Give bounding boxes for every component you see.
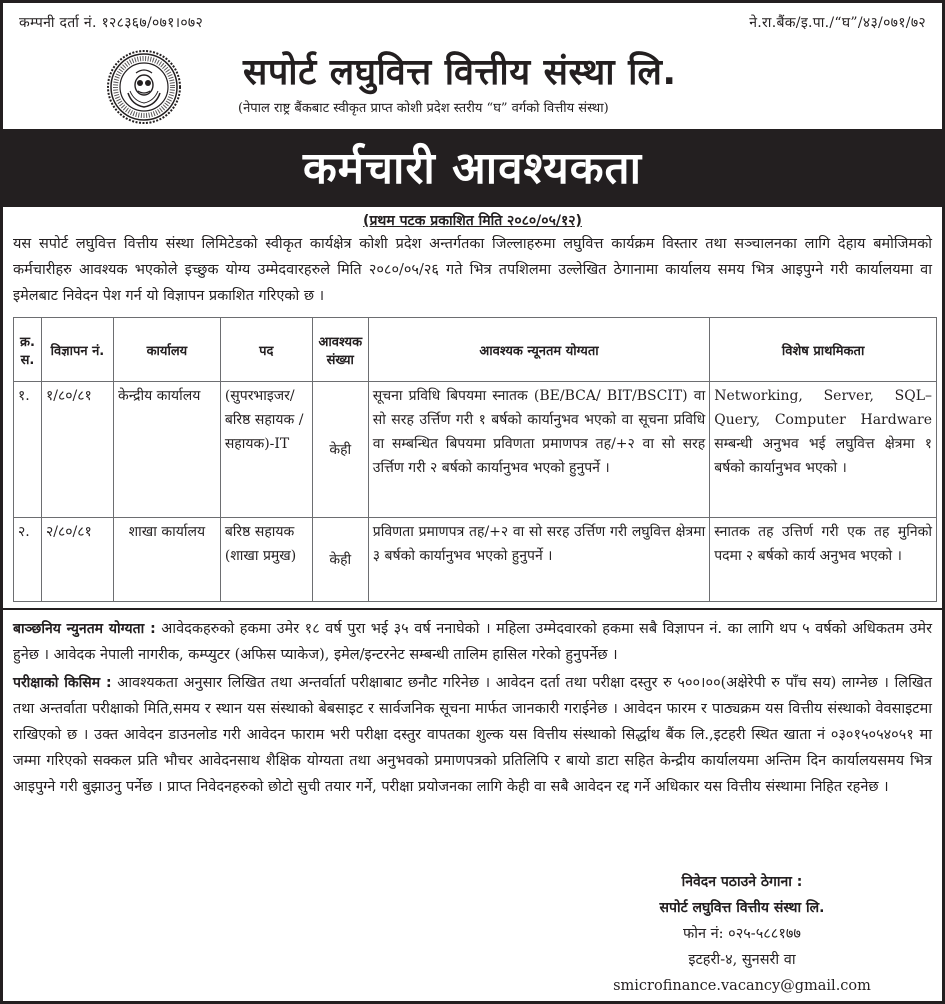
col-header-minimum-qualification: आवश्यक न्यूनतम योग्यता (368, 318, 709, 382)
table-row (14, 518, 937, 602)
contact-address: इटहरी-४, सुनसरी वा (688, 952, 796, 968)
col-header-required-count: आवश्यक संख्या (312, 318, 368, 382)
col-header-position: पद (220, 318, 312, 382)
cell-preference: Networking, Server, SQL–Query, Computer Hardware सम्बन्धी अनुभव भई लघुवित्त क्षेत्रमा १ बर्षको कार्यानुभव भएको । (710, 382, 937, 518)
application-address (592, 869, 892, 999)
contact-heading: निवेदन पठाउने ठेगाना : (681, 874, 803, 890)
col-header-office: कार्यालय (113, 318, 220, 382)
institution-seal-icon (106, 49, 182, 125)
cell-office: शाखा कार्यालय (113, 518, 220, 602)
cell-position: (सुपरभाइजर/ बरिष्ठ सहायक /सहायक)-IT (220, 382, 312, 518)
contact-organization: सपोर्ट लघुवित्त वित्तीय संस्था लि. (659, 900, 825, 916)
desired-qualification-section (3, 610, 942, 668)
license-number: ने.रा.बैंक/इ.पा./“घ”/४३/०७१/७२ (749, 15, 926, 31)
cell-required-count: केही (312, 518, 368, 602)
desired-qualification-text: आवेदकहरुको हकमा उमेर १८ वर्ष पुरा भई ३५ वर्ष ननाघेको । महिला उम्मेदवारको हकमा सबै विज्ञापन नं. का लागि थप ५ वर्षको अधिकतम उमेर हुनेछ । आवेदक नेपाली नागरीक, कम्प्युटर (अफिस प्याकेज), इमेल/इन्टरनेट सम्बन्धी तालिम हासिल गरेको हुनुपर्नेछ । (13, 621, 933, 663)
cell-qualification: सूचना प्रविधि बिपयमा स्नातक (BE/BCA/ BIT/BSCIT) वा सो सरह उर्त्तिण गरी १ बर्षको कार्यानुभव भएको वा सूचना प्रविधि वा सम्बन्धित बिपयमा प्रविणता प्रमाणपत्र तह/+२ वा सो सरह उर्त्तिण गरी २ बर्षको कार्यानुभव भएको हुनुपर्ने । (368, 382, 709, 518)
cell-preference: स्नातक तह उत्तिर्ण गरी एक तह मुनिको पदमा २ बर्षको कार्य अनुभव भएको । (710, 518, 937, 602)
col-header-serial: क्र. स. (14, 318, 42, 382)
desired-qualification-label: बाञ्छनिय न्युनतम योग्यता : (13, 621, 156, 637)
cell-position: बरिष्ठ सहायक (शाखा प्रमुख) (220, 518, 312, 602)
organization-name: सपोर्ट लघुवित्त वित्तीय संस्था लि. (243, 52, 677, 93)
cell-serial: २. (14, 518, 42, 602)
table-row (14, 382, 937, 518)
intro-paragraph: यस सपोर्ट लघुवित्त वित्तीय संस्था लिमिटेडको स्वीकृत कार्यक्षेत्र कोशी प्रदेश अन्तर्गतका जिल्लाहरुमा लघुवित्त कार्यक्रम विस्तार तथा सञ्चालनका लागि देहाय बमोजिमको कर्मचारीहरु आवश्यक भएकोले इच्छुक योग्य उम्मेदवारहरुले मिति २०८०/०५/२६ गते भित्र तपशिलमा उल्लेखित ठेगानामा कार्यालय समय भित्र आइपुग्ने गरी कार्यालयमा वा इमेलबाट निवेदन पेश गर्न यो विज्ञापन प्रकाशित गरिएको छ । (13, 236, 933, 304)
notice-header (3, 3, 942, 131)
cell-qualification: प्रविणता प्रमाणपत्र तह/+२ वा सो सरह उर्त्तिण गरी लघुवित्त क्षेत्रमा ३ बर्षको कार्यानुभव भएको हुनुपर्ने । (368, 518, 709, 602)
vacancy-banner: कर्मचारी आवश्यकता (3, 131, 942, 207)
table-header-row (14, 318, 937, 382)
col-header-special-preference: विशेष प्राथमिकता (710, 318, 937, 382)
vacancy-table (13, 317, 937, 602)
exam-type-section (3, 668, 942, 800)
exam-type-label: परीक्षाको किसिम : (13, 675, 112, 691)
cell-required-count: केही (312, 382, 368, 518)
cell-ad-number: १/८०/८१ (41, 382, 113, 518)
publication-date (3, 211, 942, 231)
cell-office: केन्द्रीय कार्यालय (113, 382, 220, 518)
contact-email[interactable]: smicrofinance.vacancy@gmail.com (613, 978, 871, 994)
col-header-ad-number: विज्ञापन नं. (41, 318, 113, 382)
company-registration-number: कम्पनी दर्ता नं. १२८३६७/०७१।०७२ (19, 15, 204, 31)
exam-type-text: आवश्यकता अनुसार लिखित तथा अन्तर्वार्ता परीक्षाबाट छनौट गरिनेछ । आवेदन दर्ता तथा परीक्षा दस्तुर रु ५००।००(अक्षेरेपी रु पाँच सय) लाग्नेछ । लिखित तथा अन्तर्वाता परीक्षाको मिति,समय र स्थान यस संस्थाको बेबसाइट र सार्वजनिक सूचना मार्फत जानकारी गराईनेछ । आवेदन फारम र पाठ्यक्रम यस वित्तीय संस्थाको वेवसाइटमा राखिएको छ । उक्त आवेदन डाउनलोड गरी आवेदन फाराम भरी परीक्षा दस्तुर वापतका शुल्क यस वित्तीय संस्थाको सिर्द्धाथ बैंक लि.,इटहरी स्थित खाता नं ०३०१५०५४०५१ मा जम्मा गरिएको सक्कल प्रति भौचर आवेदनसाथ शैक्षिक योग्यता तथा अनुभवको प्रमाणपत्रको प्रतिलिपि र बायो डाटा सहित केन्द्रीय कार्यालयमा अन्तिम दिन कार्यालयसमय भित्र आइपुग्ने गरी बुझाउनु पर्नेछ । प्राप्त निवेदनहरुको छोटो सुची तयार गर्ने, परीक्षा प्रयोजनका लागि केही वा सबै आवेदन रद्द गर्ने अधिकार यस वित्तीय संस्थामा निहित रहनेछ । (13, 675, 933, 795)
organization-subtitle: (नेपाल राष्ट्र बैंकबाट स्वीकृत प्राप्त कोशी प्रदेश स्तरीय “घ” वर्गको वित्तीय संस्था) (238, 101, 609, 116)
cell-serial: १. (14, 382, 42, 518)
publication-date-text: (प्रथम पटक प्रकाशित मिति २०८०/०५/१२) (363, 213, 582, 229)
contact-phone: फोन नं: ०२५-५८८१७७ (683, 926, 801, 942)
cell-ad-number: २/८०/८१ (41, 518, 113, 602)
